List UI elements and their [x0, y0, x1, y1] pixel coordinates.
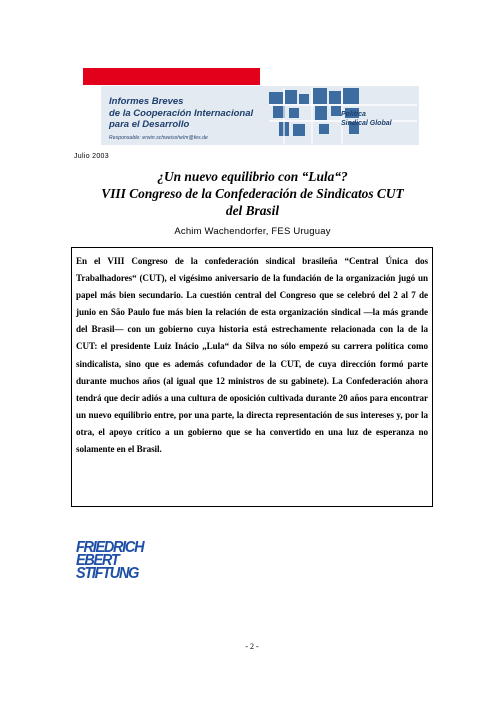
abstract-text: En el VIII Congreso de la confederación sindical brasileña “Central Única dos Trabalhadores“ (CUT), el vigésimo aniversario de la fundación de la organización jugó un papel más bien secundario. La cuestión central del Congreso que se celebró del 2 al 7 de junio en São Paulo fue más bien la relación de esta organización sindical —la más grande del Brasil— con un gobierno cuya historia está estrechamente relacionada con la de la CUT: el presidente Luiz Inácio „Lula“ da Silva no sólo empezó su carrera política como sindicalista, sino que es además cofundador de la CUT, de cuya dirección formó parte durante muchos años (al igual que 12 ministros de su gabinete). La Confederación ahora tendrá que decir adiós a una cultura de oposición cultivada durante 20 años para encontrar un nuevo equilibrio entre, por una parte, la directa representación de sus intereses y, por la otra, el apoyo crítico a un gobierno que se ha convertido en una luz de esperanza no solamente en el Brasil. — [76, 256, 428, 455]
logo-line: EBERT — [76, 551, 119, 570]
logo-line: FRIEDRICH — [76, 538, 144, 557]
fes-logo — [76, 538, 144, 583]
title-line: del Brasil — [225, 203, 280, 218]
report-banner — [101, 86, 419, 145]
publication-date: Julio 2003 — [74, 153, 109, 160]
banner-responsible: Responsable: erwin.schweisshelm@fes.de — [109, 135, 208, 141]
banner-side-line: Política — [341, 111, 366, 118]
banner-title — [109, 96, 253, 131]
banner-title-line: de la Cooperación Internacional — [109, 107, 254, 119]
banner-side-label — [341, 110, 392, 128]
header-red-bar — [83, 68, 260, 85]
banner-title-line: para el Desarrollo — [109, 119, 190, 130]
logo-line: STIFTUNG — [76, 564, 139, 583]
banner-title-line: Informes Breves — [109, 96, 184, 107]
banner-side-line: Sindical Global — [341, 120, 392, 127]
abstract-box — [71, 247, 433, 507]
author-line: Achim Wachendorfer, FES Uruguay — [174, 226, 331, 237]
page-number: - 2 - — [245, 642, 259, 651]
title-line: ¿Un nuevo equilibrio con “Lula“? — [157, 169, 348, 184]
document-title — [70, 168, 435, 219]
title-line: VIII Congreso de la Confederación de Sindicatos CUT — [101, 186, 404, 201]
